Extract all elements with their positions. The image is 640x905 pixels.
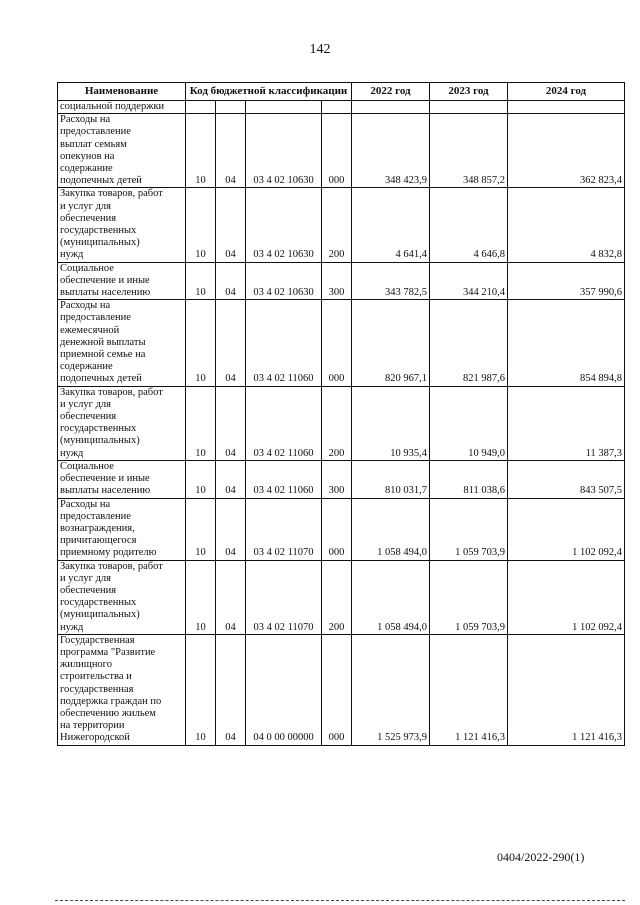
row-target-article: 03 4 02 11060 — [246, 460, 322, 498]
row-amount-2024: 362 823,4 — [508, 114, 625, 188]
row-amount-2023: 1 121 416,3 — [430, 634, 508, 745]
row-target-article: 03 4 02 10630 — [246, 114, 322, 188]
row-amount-2022: 1 525 973,9 — [352, 634, 430, 745]
row-podrazdel: 04 — [216, 300, 246, 386]
row-amount-2023: 821 987,6 — [430, 300, 508, 386]
row-razdel: 10 — [186, 114, 216, 188]
table-row — [58, 386, 625, 460]
row-target-article: 03 4 02 11060 — [246, 300, 322, 386]
row-amount-2024: 11 387,3 — [508, 386, 625, 460]
row-amount-2024: 1 121 416,3 — [508, 634, 625, 745]
row-amount-2024: 1 102 092,4 — [508, 498, 625, 560]
row-amount-2023: 348 857,2 — [430, 114, 508, 188]
row-expense-type: 200 — [322, 560, 352, 634]
row-podrazdel: 04 — [216, 560, 246, 634]
row-expense-type: 300 — [322, 460, 352, 498]
row-amount-2023: 1 059 703,9 — [430, 560, 508, 634]
row-name: Закупка товаров, работ и услуг для обеспечения государственных (муниципальных) нужд — [58, 386, 186, 460]
row-razdel: 10 — [186, 460, 216, 498]
row-amount-2022: 10 935,4 — [352, 386, 430, 460]
row-podrazdel: 04 — [216, 386, 246, 460]
row-target-article: 03 4 02 10630 — [246, 262, 322, 300]
table-row — [58, 300, 625, 386]
row-podrazdel: 04 — [216, 498, 246, 560]
row-expense-type: 000 — [322, 498, 352, 560]
row-target-article: 03 4 02 10630 — [246, 188, 322, 262]
row-amount-2023: 10 949,0 — [430, 386, 508, 460]
row-amount-2023: 811 038,6 — [430, 460, 508, 498]
row-name: Расходы на предоставление ежемесячной денежной выплаты приемной семье на содержание подопечных детей — [58, 300, 186, 386]
row-amount-2023: 4 646,8 — [430, 188, 508, 262]
row-razdel: 10 — [186, 188, 216, 262]
page-number: 142 — [309, 42, 331, 57]
row-razdel: 10 — [186, 386, 216, 460]
table-row — [58, 560, 625, 634]
row-razdel: 10 — [186, 560, 216, 634]
continuation-name: социальной поддержки — [58, 101, 186, 114]
row-podrazdel: 04 — [216, 188, 246, 262]
budget-table — [57, 82, 625, 746]
row-name: Социальное обеспечение и иные выплаты населению — [58, 262, 186, 300]
row-amount-2022: 348 423,9 — [352, 114, 430, 188]
table-row — [58, 634, 625, 745]
row-amount-2022: 820 967,1 — [352, 300, 430, 386]
header-2022: 2022 год — [352, 83, 430, 101]
row-expense-type: 200 — [322, 188, 352, 262]
row-amount-2024: 357 990,6 — [508, 262, 625, 300]
row-expense-type: 000 — [322, 634, 352, 745]
row-amount-2022: 810 031,7 — [352, 460, 430, 498]
header-2024: 2024 год — [508, 83, 625, 101]
table-row — [58, 114, 625, 188]
row-expense-type: 300 — [322, 262, 352, 300]
row-expense-type: 000 — [322, 114, 352, 188]
row-expense-type: 200 — [322, 386, 352, 460]
document-id: 0404/2022-290(1) — [497, 850, 585, 864]
header-name: Наименование — [58, 83, 186, 101]
table-row — [58, 188, 625, 262]
row-target-article: 03 4 02 11060 — [246, 386, 322, 460]
row-target-article: 03 4 02 11070 — [246, 560, 322, 634]
row-amount-2023: 344 210,4 — [430, 262, 508, 300]
row-podrazdel: 04 — [216, 460, 246, 498]
row-name: Государственная программа "Развитие жилищного строительства и государственная поддержка граждан по обеспечению жильем на территории Нижегородской — [58, 634, 186, 745]
row-razdel: 10 — [186, 300, 216, 386]
row-name: Расходы на предоставление выплат семьям опекунов на содержание подопечных детей — [58, 114, 186, 188]
row-podrazdel: 04 — [216, 634, 246, 745]
row-amount-2022: 1 058 494,0 — [352, 560, 430, 634]
row-razdel: 10 — [186, 634, 216, 745]
row-amount-2023: 1 059 703,9 — [430, 498, 508, 560]
row-target-article: 03 4 02 11070 — [246, 498, 322, 560]
bottom-rule — [55, 900, 625, 901]
table-row — [58, 262, 625, 300]
row-podrazdel: 04 — [216, 262, 246, 300]
table-row — [58, 460, 625, 498]
row-name: Закупка товаров, работ и услуг для обеспечения государственных (муниципальных) нужд — [58, 188, 186, 262]
row-amount-2022: 4 641,4 — [352, 188, 430, 262]
row-expense-type: 000 — [322, 300, 352, 386]
row-amount-2024: 843 507,5 — [508, 460, 625, 498]
row-name: Закупка товаров, работ и услуг для обеспечения государственных (муниципальных) нужд — [58, 560, 186, 634]
row-name: Расходы на предоставление вознаграждения, причитающегося приемному родителю — [58, 498, 186, 560]
row-amount-2022: 343 782,5 — [352, 262, 430, 300]
row-amount-2024: 854 894,8 — [508, 300, 625, 386]
table-header-row — [58, 83, 625, 101]
row-razdel: 10 — [186, 498, 216, 560]
row-amount-2024: 1 102 092,4 — [508, 560, 625, 634]
row-target-article: 04 0 00 00000 — [246, 634, 322, 745]
table-row — [58, 498, 625, 560]
row-amount-2022: 1 058 494,0 — [352, 498, 430, 560]
row-name: Социальное обеспечение и иные выплаты населению — [58, 460, 186, 498]
header-code: Код бюджетной классификации — [186, 83, 352, 101]
header-2023: 2023 год — [430, 83, 508, 101]
continuation-row — [58, 101, 625, 114]
row-razdel: 10 — [186, 262, 216, 300]
row-amount-2024: 4 832,8 — [508, 188, 625, 262]
row-podrazdel: 04 — [216, 114, 246, 188]
